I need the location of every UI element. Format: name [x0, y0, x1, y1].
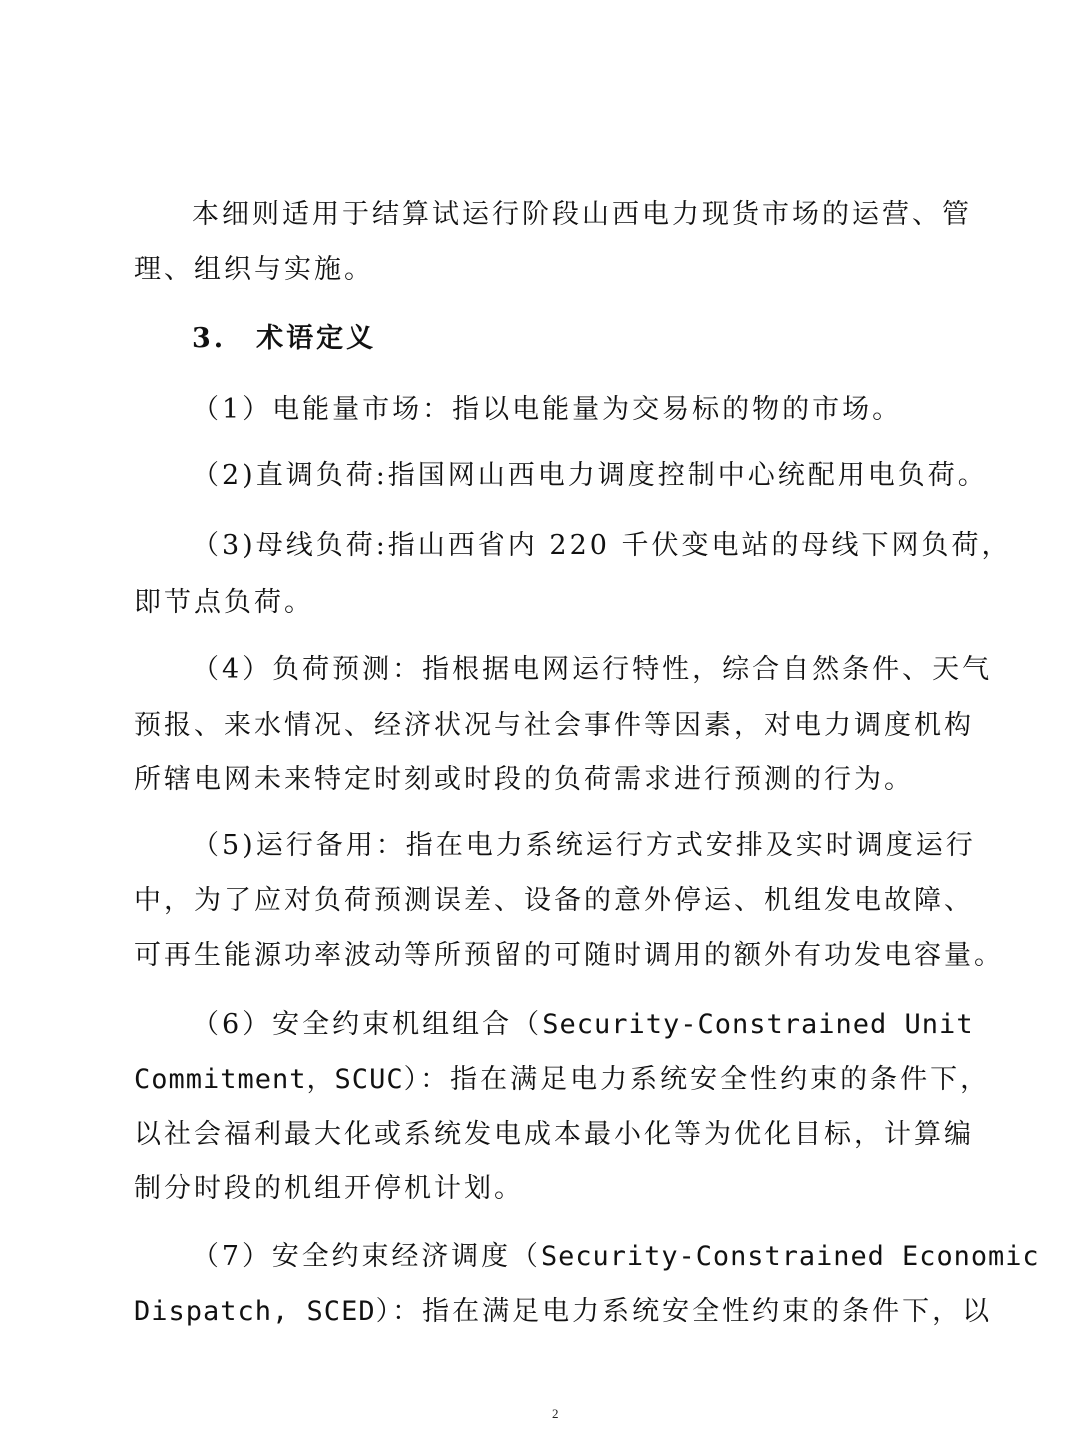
- term-6-english-cont: Commitment，SCUC: [134, 1064, 404, 1095]
- term-6-line-2: [134, 1066, 990, 1093]
- term-4-line-3: 所辖电网未来特定时刻或时段的负荷需求进行预测的行为。: [134, 764, 914, 795]
- term-6-title: （6）安全约束机组组合（: [192, 1009, 543, 1040]
- term-7-english: Security-Constrained Economic: [540, 1241, 1040, 1272]
- term-1-line-1: （1）电能量市场：指以电能量为交易标的物的市场。: [192, 394, 903, 425]
- term-5-line-2: 中，为了应对负荷预测误差、设备的意外停运、机组发电故障、: [134, 885, 974, 916]
- term-7-english-cont: Dispatch, SCED: [134, 1296, 376, 1327]
- term-4-line-1: （4）负荷预测：指根据电网运行特性，综合自然条件、天气: [192, 654, 993, 685]
- term-3-line-2: 即节点负荷。: [134, 587, 314, 618]
- term-6-line-3: 以社会福利最大化或系统发电成本最小化等为优化目标，计算编: [134, 1119, 974, 1150]
- section-heading-terms: 3. 术语定义: [192, 323, 377, 354]
- term-6-line-4: 制分时段的机组开停机计划。: [134, 1173, 524, 1204]
- term-7-line-2: [134, 1298, 992, 1325]
- page-number: 2: [552, 1406, 559, 1421]
- term-2-line-1: （2)直调负荷:指国网山西电力调度控制中心统配用电负荷。: [192, 460, 988, 491]
- paragraph-scope-line-2: 理、组织与实施。: [134, 254, 374, 285]
- term-6-line-1: [192, 1011, 974, 1038]
- term-6-english: Security-Constrained Unit: [542, 1009, 974, 1040]
- term-4-line-2: 预报、来水情况、经济状况与社会事件等因素，对电力调度机构: [134, 710, 974, 741]
- term-7-definition: ）：指在满足电力系统安全性约束的条件下，以: [375, 1296, 993, 1327]
- term-5-line-1: （5)运行备用：指在电力系统运行方式安排及实时调度运行: [192, 830, 976, 861]
- term-3-line-1: （3)母线负荷:指山西省内 220 千伏变电站的母线下网负荷，: [192, 530, 1012, 561]
- term-7-title: （7）安全约束经济调度（: [192, 1241, 541, 1272]
- term-5-line-3: 可再生能源功率波动等所预留的可随时调用的额外有功发电容量。: [134, 940, 1004, 971]
- term-7-line-1: [192, 1243, 1040, 1270]
- paragraph-scope-line-1: 本细则适用于结算试运行阶段山西电力现货市场的运营、管: [192, 199, 972, 230]
- term-6-definition: ）：指在满足电力系统安全性约束的条件下，: [403, 1064, 991, 1095]
